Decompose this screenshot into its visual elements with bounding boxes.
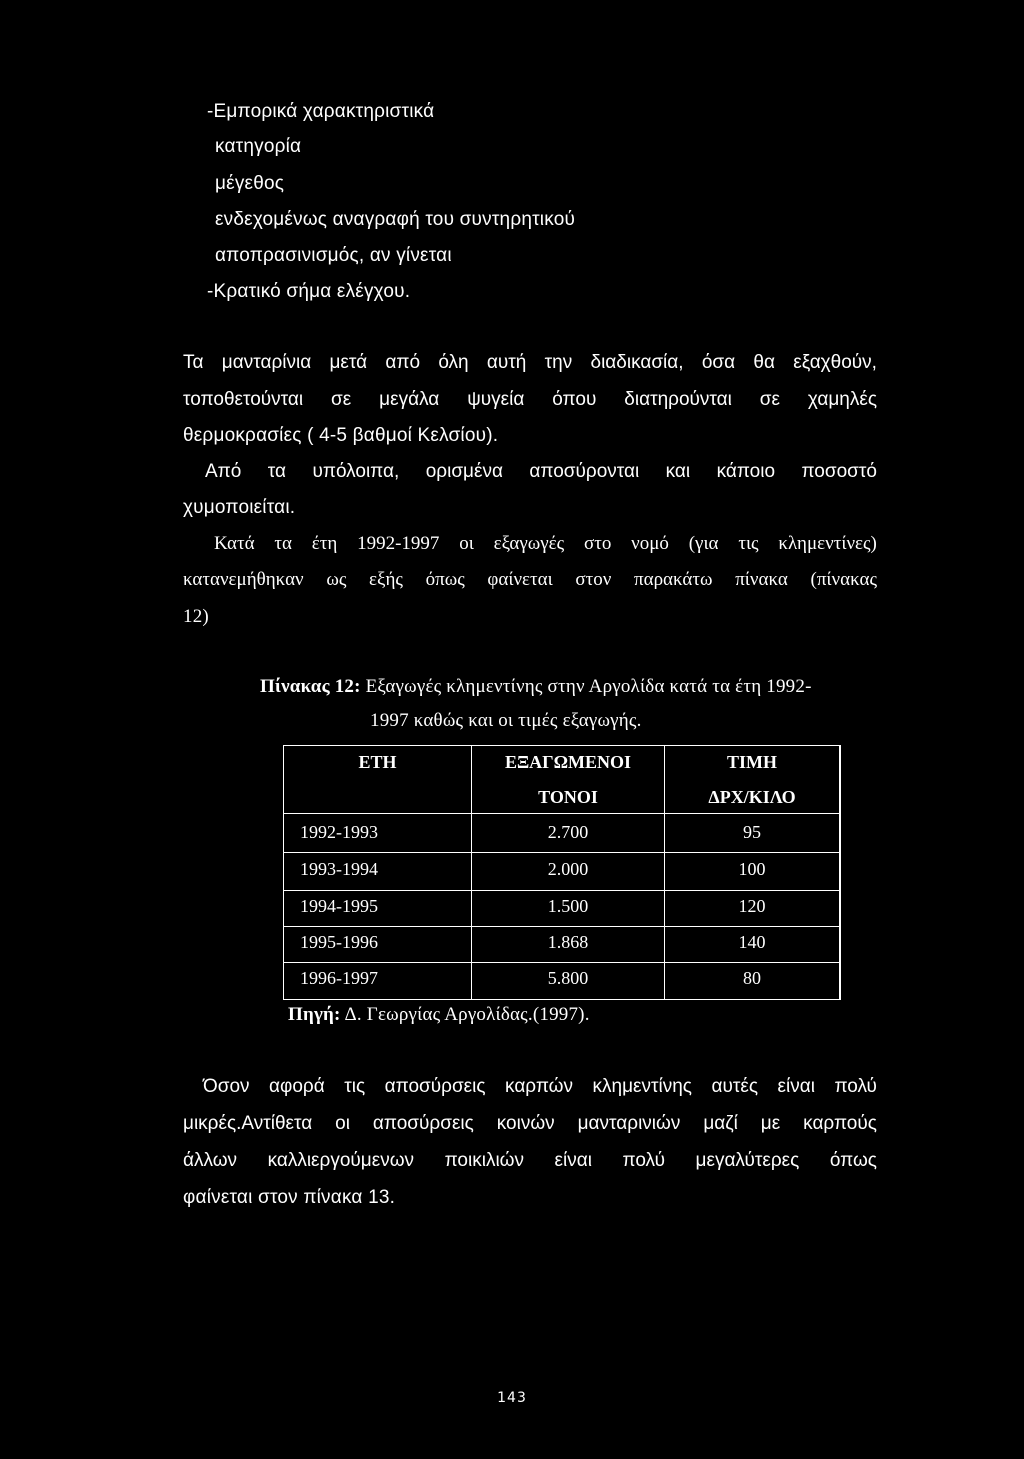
table-header-divider [283, 813, 841, 814]
word: τα [267, 461, 287, 482]
header-exported-tons: ΕΞΑΓΩΜΕΝΟΙ [504, 752, 632, 772]
table-cell-tons: 1.500 [547, 896, 589, 916]
word: καλλιεργούμενων [267, 1150, 415, 1171]
word: φαίνεται [487, 569, 553, 590]
table-cell-tons: 1.868 [547, 932, 589, 952]
word: μανταρινιών [577, 1113, 681, 1134]
word: μεγαλύτερες [695, 1150, 800, 1171]
word: εξαγωγές [493, 533, 565, 554]
word: στο [583, 533, 612, 554]
word: αποσύρσεις [372, 1113, 474, 1134]
word: και [665, 461, 691, 482]
table-caption-text: Εξαγωγές κλημεντίνης στην Αργολίδα κατά τα έτη 1992- [360, 676, 812, 697]
table-cell-year: 1993-1994 [300, 859, 378, 879]
table-cell-price: 100 [738, 859, 766, 879]
word: χαμηλές [807, 389, 877, 410]
word: αυτή [486, 352, 527, 373]
word: πίνακα [735, 569, 788, 590]
word: τοποθετούνται [183, 389, 304, 410]
word: ψυγεία [467, 389, 525, 410]
table-cell-price: 80 [743, 968, 761, 988]
list-degreening: αποπρασινισμός, αν γίνεται [215, 245, 452, 266]
table-caption-label: Πίνακας 12: [260, 676, 361, 697]
table-source [288, 1004, 590, 1026]
word: όπου [552, 389, 597, 410]
word: αφορά [269, 1076, 325, 1097]
table-row-divider [283, 852, 841, 853]
word: ποικιλιών [444, 1150, 524, 1171]
word: όσα [701, 352, 736, 373]
word: εξής [369, 569, 403, 590]
table-caption-line2: 1997 καθώς και οι τιμές εξαγωγής. [370, 710, 642, 731]
word: μικρές.Αντίθετα [183, 1113, 313, 1134]
word: μαζί [703, 1113, 738, 1134]
list-category: κατηγορία [215, 136, 302, 157]
para1-line2 [183, 389, 877, 411]
word: καρπούς [803, 1113, 877, 1134]
word: τις [344, 1076, 366, 1097]
table-cell-year: 1994-1995 [300, 896, 378, 916]
list-commercial: -Εμπορικά χαρακτηριστικά [207, 101, 435, 122]
source-label: Πηγή: [288, 1004, 341, 1025]
table-cell-tons: 2.700 [547, 822, 589, 842]
para4-line4: φαίνεται στον πίνακα 13. [183, 1187, 396, 1208]
word: Από [205, 461, 242, 482]
word: Τα [183, 352, 204, 373]
word: την [544, 352, 573, 373]
word: είναι [554, 1150, 592, 1171]
header-price: ΤΙΜΗ [726, 752, 777, 772]
para1-line1 [183, 352, 877, 374]
list-preservative: ενδεχομένως αναγραφή του συντηρητικού [215, 209, 576, 230]
para3-line1 [214, 533, 877, 555]
word: καρπών [505, 1076, 574, 1097]
table-cell-year: 1996-1997 [300, 968, 378, 988]
table-row-divider [283, 962, 841, 963]
word: θα [753, 352, 775, 373]
para3-line2 [183, 569, 877, 591]
word: άλλων [183, 1150, 238, 1171]
para4-line3 [183, 1150, 877, 1172]
word: 1992-1997 [357, 533, 440, 554]
table-row-divider [283, 926, 841, 927]
source-text: Δ. Γεωργίας Αργολίδας.(1997). [340, 1004, 590, 1025]
word: διατηρούνται [624, 389, 732, 410]
para3-line3: 12) [183, 606, 209, 627]
word: αυτές [711, 1076, 758, 1097]
word: κάποιο [716, 461, 776, 482]
word: σε [331, 389, 352, 410]
word: όλη [438, 352, 469, 373]
table-cell-tons: 5.800 [547, 968, 589, 988]
word: μανταρίνια [221, 352, 312, 373]
word: Όσον [203, 1076, 250, 1097]
word: έτη [311, 533, 338, 554]
word: πολύ [622, 1150, 665, 1171]
word: εξαχθούν, [793, 352, 877, 373]
table-cell-tons: 2.000 [547, 859, 589, 879]
word: είναι [777, 1076, 815, 1097]
word: ορισμένα [425, 461, 503, 482]
table-caption [260, 676, 812, 698]
word: αποσύρονται [529, 461, 640, 482]
word: (πίνακας [810, 569, 877, 590]
table-cell-price: 120 [738, 896, 766, 916]
page-number: 143 [497, 1390, 527, 1406]
word: κατανεμήθηκαν [183, 569, 304, 590]
word: νομό [631, 533, 669, 554]
word: από [385, 352, 421, 373]
word: στον [575, 569, 612, 590]
word: κοινών [496, 1113, 555, 1134]
word: ποσοστό [801, 461, 877, 482]
word: υπόλοιπα, [312, 461, 400, 482]
table-cell-price: 140 [738, 932, 766, 952]
word: όπως [425, 569, 465, 590]
word: ως [326, 569, 347, 590]
para2-line1 [205, 461, 877, 483]
word: διαδικασία, [590, 352, 684, 373]
word: σε [759, 389, 780, 410]
header-exported-tons-line2: ΤΟΝΟΙ [538, 787, 598, 807]
word: μεγάλα [379, 389, 440, 410]
para4-line2 [183, 1113, 877, 1135]
table-row-divider [283, 890, 841, 891]
header-years: ΕΤΗ [358, 752, 397, 772]
table-cell-year: 1995-1996 [300, 932, 378, 952]
word: οι [335, 1113, 350, 1134]
table-cell-price: 95 [743, 822, 761, 842]
para4-line1 [203, 1076, 877, 1098]
header-price-line2: ΔΡΧ/ΚΙΛΟ [708, 787, 796, 807]
word: μετά [329, 352, 368, 373]
word: όπως [829, 1150, 877, 1171]
word: κλημεντίνης [592, 1076, 692, 1097]
word: κλημεντίνες) [778, 533, 877, 554]
table-cell-year: 1992-1993 [300, 822, 378, 842]
list-state-mark: -Κρατικό σήμα ελέγχου. [207, 281, 411, 302]
word: με [760, 1113, 781, 1134]
word: οι [459, 533, 474, 554]
word: Κατά [214, 533, 255, 554]
word: παρακάτω [634, 569, 713, 590]
word: πολύ [834, 1076, 877, 1097]
para1-line3: θερμοκρασίες ( 4-5 βαθμοί Κελσίου). [183, 425, 499, 446]
word: τις [738, 533, 759, 554]
para2-line2: χυμοποιείται. [183, 497, 296, 518]
word: (για [688, 533, 719, 554]
word: αποσύρσεις [384, 1076, 486, 1097]
word: τα [274, 533, 292, 554]
list-size: μέγεθος [215, 173, 285, 194]
